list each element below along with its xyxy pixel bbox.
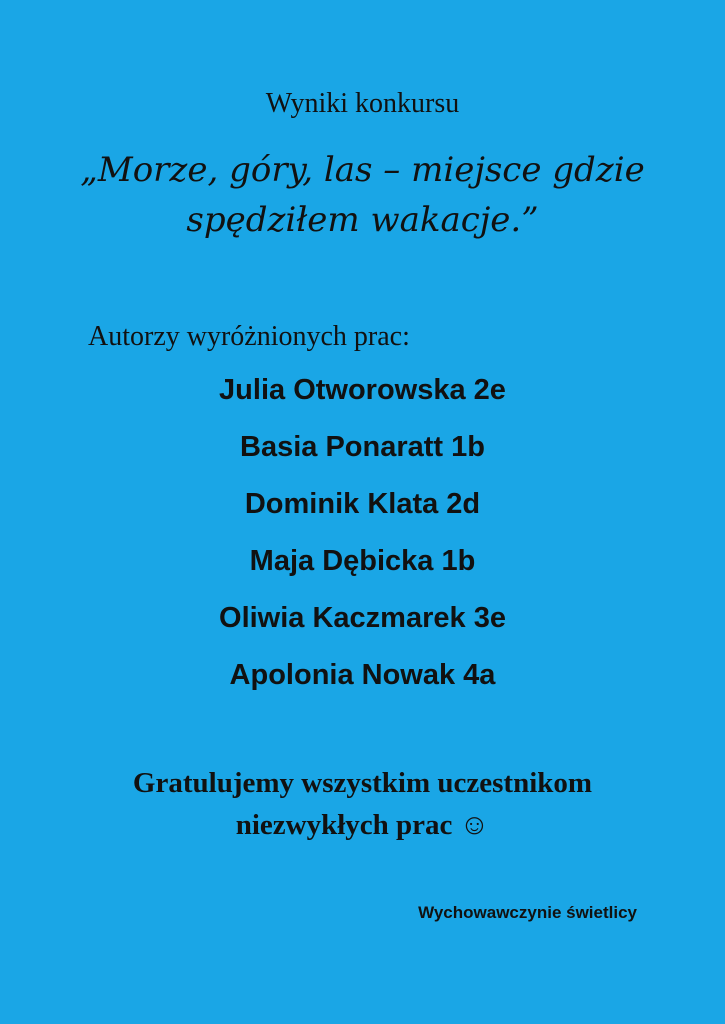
congratulations-line-2: niezwykłych prac ☺ (235, 809, 490, 841)
author-item: Apolonia Nowak 4a (229, 659, 496, 691)
contest-title-line-2: spędziłem wakacje.” (186, 200, 539, 240)
author-item: Julia Otworowska 2e (219, 374, 506, 406)
congratulations-line-1: Gratulujemy wszystkim uczestnikom (132, 767, 593, 799)
author-item: Basia Ponaratt 1b (240, 431, 485, 463)
author-item: Oliwia Kaczmarek 3e (219, 602, 506, 634)
signature: Wychowawczynie świetlicy (418, 903, 637, 922)
authors-label: Autorzy wyróżnionych prac: (88, 321, 410, 352)
contest-title-line-1: „Morze, góry, las – miejsce gdzie (80, 150, 645, 190)
author-item: Dominik Klata 2d (244, 488, 481, 520)
author-item: Maja Dębicka 1b (249, 545, 476, 577)
contest-title (60, 145, 665, 245)
author-list (0, 362, 725, 704)
page-heading: Wyniki konkursu (265, 88, 460, 119)
congratulations-message (40, 762, 685, 846)
